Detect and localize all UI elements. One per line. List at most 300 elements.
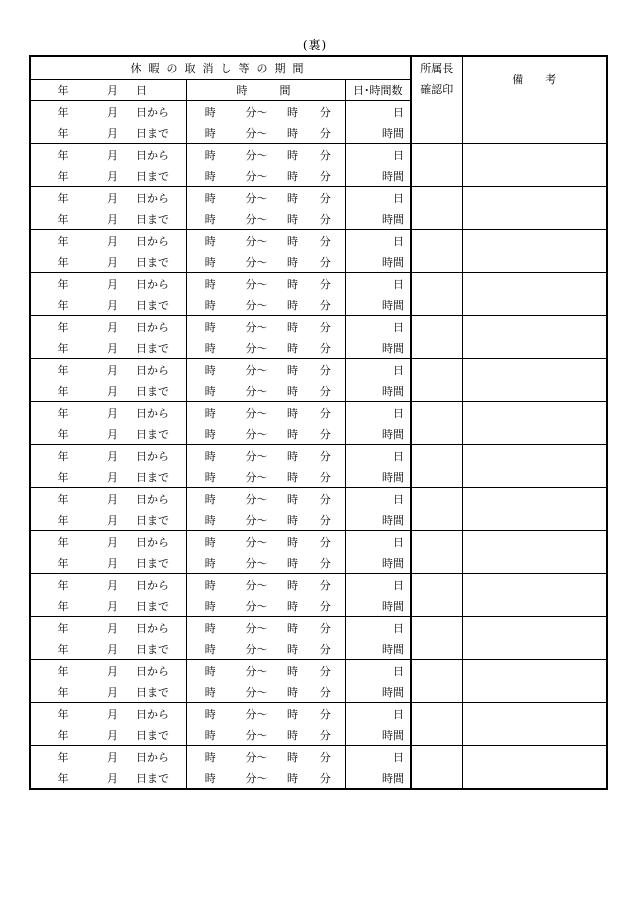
start-hour-cell: 時 — [186, 230, 234, 252]
to-day-cell: 日まで — [130, 165, 186, 187]
count-hours-cell: 時間 — [345, 638, 411, 660]
start-minute-cell: 分〜 — [234, 251, 279, 273]
end-minute-cell: 分 — [306, 552, 345, 574]
end-minute-cell: 分 — [319, 492, 331, 506]
start-minute-cell: 分〜 — [234, 337, 279, 359]
end-minute-cell: 分 — [306, 509, 345, 531]
start-minute-cell: 分〜 — [234, 552, 279, 574]
month-cell: 月 — [95, 165, 130, 187]
year-cell: 年 — [30, 638, 95, 660]
end-minute-cell: 分 — [319, 105, 331, 119]
from-day-cell: 日から — [136, 148, 169, 162]
start-minute-cell: 分〜 — [234, 208, 279, 230]
start-minute-cell: 分〜 — [245, 406, 268, 420]
count-hours-cell: 時間 — [345, 337, 411, 359]
start-hour-cell: 時 — [186, 165, 234, 187]
start-hour-cell: 時 — [186, 660, 234, 682]
col-month-header: 月 — [95, 80, 130, 101]
to-day-cell: 日まで — [130, 208, 186, 230]
count-day-cell: 日 — [345, 445, 411, 467]
month-cell: 月 — [95, 595, 130, 617]
count-day-cell: 日 — [345, 187, 411, 209]
year-cell: 年 — [30, 595, 95, 617]
year-cell: 年 — [57, 406, 69, 420]
supervisor-stamp-cell[interactable] — [411, 617, 462, 660]
start-hour-cell: 時 — [186, 101, 234, 123]
start-hour-cell: 時 — [186, 509, 234, 531]
year-cell: 年 — [30, 165, 95, 187]
start-hour-cell: 時 — [186, 380, 234, 402]
start-hour-cell: 時 — [186, 337, 234, 359]
supervisor-stamp-cell[interactable] — [411, 101, 462, 144]
end-minute-cell: 分 — [306, 165, 345, 187]
from-day-cell: 日から — [136, 449, 169, 463]
notes-cell[interactable] — [462, 101, 607, 144]
end-hour-cell: 時 — [287, 234, 298, 248]
notes-cell[interactable] — [462, 273, 607, 316]
year-cell: 年 — [30, 423, 95, 445]
count-day-cell: 日 — [345, 531, 411, 553]
from-day-cell: 日から — [136, 750, 169, 764]
end-minute-cell: 分 — [306, 767, 345, 789]
notes-header: 備 考 — [462, 56, 607, 101]
count-day-cell: 日 — [345, 144, 411, 166]
end-hour-cell: 時 — [279, 466, 306, 488]
from-day-cell: 日から — [136, 105, 169, 119]
month-cell: 月 — [107, 105, 118, 119]
period-row-from — [30, 445, 607, 467]
start-hour-cell: 時 — [186, 144, 234, 166]
end-hour-cell: 時 — [287, 664, 298, 678]
end-hour-cell: 時 — [287, 406, 298, 420]
period-row-from — [30, 660, 607, 682]
end-hour-cell: 時 — [279, 552, 306, 574]
start-minute-cell: 分〜 — [245, 664, 268, 678]
cancellation-period-table — [29, 55, 608, 790]
month-cell: 月 — [95, 122, 130, 144]
month-cell: 月 — [95, 208, 130, 230]
period-row-from — [30, 574, 607, 596]
from-day-cell: 日から — [136, 621, 169, 635]
end-hour-cell: 時 — [287, 449, 298, 463]
start-hour-cell: 時 — [186, 531, 234, 553]
year-cell: 年 — [57, 363, 69, 377]
notes-cell[interactable] — [462, 316, 607, 359]
start-hour-cell: 時 — [186, 294, 234, 316]
start-hour-cell: 時 — [186, 316, 234, 338]
end-minute-cell: 分 — [319, 664, 331, 678]
start-minute-cell: 分〜 — [245, 363, 268, 377]
from-day-cell: 日から — [136, 664, 169, 678]
month-cell: 月 — [95, 380, 130, 402]
year-cell: 年 — [30, 466, 95, 488]
count-hours-cell: 時間 — [345, 294, 411, 316]
supervisor-stamp-cell[interactable] — [411, 316, 462, 359]
count-day-cell: 日 — [345, 316, 411, 338]
supervisor-stamp-cell[interactable] — [411, 746, 462, 790]
month-cell: 月 — [107, 535, 118, 549]
start-hour-cell: 時 — [186, 445, 234, 467]
start-minute-cell: 分〜 — [245, 277, 268, 291]
period-row-from — [30, 703, 607, 725]
count-hours-cell: 時間 — [345, 251, 411, 273]
notes-cell[interactable] — [462, 703, 607, 746]
start-hour-cell: 時 — [186, 466, 234, 488]
start-minute-cell: 分〜 — [234, 638, 279, 660]
year-cell: 年 — [57, 535, 69, 549]
supervisor-stamp-cell[interactable] — [411, 230, 462, 273]
notes-cell[interactable] — [462, 187, 607, 230]
start-hour-cell: 時 — [186, 552, 234, 574]
end-hour-cell: 時 — [287, 750, 298, 764]
year-cell: 年 — [30, 509, 95, 531]
end-hour-cell: 時 — [279, 638, 306, 660]
month-cell: 月 — [95, 509, 130, 531]
month-cell: 月 — [107, 148, 118, 162]
end-minute-cell: 分 — [319, 406, 331, 420]
col-day-header: 日 — [130, 80, 186, 101]
end-minute-cell: 分 — [306, 208, 345, 230]
month-cell: 月 — [95, 638, 130, 660]
supervisor-stamp-cell[interactable] — [411, 359, 462, 402]
start-minute-cell: 分〜 — [245, 191, 268, 205]
period-row-from — [30, 402, 607, 424]
year-cell: 年 — [57, 449, 69, 463]
month-cell: 月 — [95, 423, 130, 445]
start-minute-cell: 分〜 — [245, 707, 268, 721]
start-minute-cell: 分〜 — [245, 320, 268, 334]
start-minute-cell: 分〜 — [245, 492, 268, 506]
start-minute-cell: 分〜 — [245, 449, 268, 463]
year-cell: 年 — [57, 578, 69, 592]
year-cell: 年 — [30, 380, 95, 402]
end-hour-cell: 時 — [279, 724, 306, 746]
from-day-cell: 日から — [136, 363, 169, 377]
start-minute-cell: 分〜 — [234, 466, 279, 488]
supervisor-stamp-cell[interactable] — [411, 703, 462, 746]
notes-cell[interactable] — [462, 359, 607, 402]
start-hour-cell: 時 — [186, 724, 234, 746]
year-cell: 年 — [57, 492, 69, 506]
to-day-cell: 日まで — [130, 466, 186, 488]
end-hour-cell: 時 — [287, 535, 298, 549]
start-hour-cell: 時 — [186, 359, 234, 381]
count-day-cell: 日 — [345, 660, 411, 682]
period-row-from — [30, 101, 607, 123]
end-minute-cell: 分 — [306, 294, 345, 316]
end-hour-cell: 時 — [279, 294, 306, 316]
count-day-cell: 日 — [345, 273, 411, 295]
supervisor-stamp-cell[interactable] — [411, 488, 462, 531]
notes-cell[interactable] — [462, 574, 607, 617]
supervisor-stamp-cell[interactable] — [411, 531, 462, 574]
end-hour-cell: 時 — [287, 320, 298, 334]
start-minute-cell: 分〜 — [234, 423, 279, 445]
end-hour-cell: 時 — [287, 191, 298, 205]
notes-cell[interactable] — [462, 488, 607, 531]
start-minute-cell: 分〜 — [234, 509, 279, 531]
month-cell: 月 — [107, 578, 118, 592]
start-minute-cell: 分〜 — [234, 122, 279, 144]
end-minute-cell: 分 — [319, 750, 331, 764]
period-row-from — [30, 531, 607, 553]
end-minute-cell: 分 — [319, 320, 331, 334]
start-hour-cell: 時 — [186, 638, 234, 660]
period-row-from — [30, 144, 607, 166]
start-hour-cell: 時 — [186, 251, 234, 273]
end-minute-cell: 分 — [306, 337, 345, 359]
end-minute-cell: 分 — [319, 535, 331, 549]
month-cell: 月 — [107, 707, 118, 721]
year-cell: 年 — [30, 337, 95, 359]
start-hour-cell: 時 — [186, 488, 234, 510]
year-cell: 年 — [57, 320, 69, 334]
count-hours-cell: 時間 — [345, 165, 411, 187]
notes-cell[interactable] — [462, 144, 607, 187]
count-hours-cell: 時間 — [345, 509, 411, 531]
count-day-cell: 日 — [345, 703, 411, 725]
month-cell: 月 — [95, 337, 130, 359]
notes-cell[interactable] — [462, 617, 607, 660]
to-day-cell: 日まで — [130, 724, 186, 746]
start-minute-cell: 分〜 — [234, 294, 279, 316]
end-hour-cell: 時 — [279, 165, 306, 187]
supervisor-stamp-cell[interactable] — [411, 273, 462, 316]
notes-cell[interactable] — [462, 531, 607, 574]
supervisor-stamp-cell[interactable] — [411, 660, 462, 703]
year-cell: 年 — [30, 767, 95, 789]
col-time-header: 時間 — [186, 80, 345, 101]
start-minute-cell: 分〜 — [245, 621, 268, 635]
start-minute-cell: 分〜 — [245, 535, 268, 549]
count-day-cell: 日 — [345, 488, 411, 510]
period-row-from — [30, 746, 607, 768]
period-row-from — [30, 230, 607, 252]
from-day-cell: 日から — [136, 320, 169, 334]
year-cell: 年 — [57, 105, 69, 119]
month-cell: 月 — [107, 664, 118, 678]
to-day-cell: 日まで — [130, 294, 186, 316]
end-minute-cell: 分 — [306, 724, 345, 746]
notes-cell[interactable] — [462, 660, 607, 703]
notes-cell[interactable] — [462, 230, 607, 273]
start-hour-cell: 時 — [186, 767, 234, 789]
month-cell: 月 — [107, 621, 118, 635]
supervisor-stamp-cell[interactable] — [411, 402, 462, 445]
count-hours-cell: 時間 — [345, 122, 411, 144]
count-day-cell: 日 — [345, 617, 411, 639]
to-day-cell: 日まで — [130, 552, 186, 574]
from-day-cell: 日から — [136, 406, 169, 420]
from-day-cell: 日から — [136, 707, 169, 721]
to-day-cell: 日まで — [130, 337, 186, 359]
start-minute-cell: 分〜 — [234, 165, 279, 187]
year-cell: 年 — [30, 208, 95, 230]
month-cell: 月 — [107, 363, 118, 377]
to-day-cell: 日まで — [130, 767, 186, 789]
to-day-cell: 日まで — [130, 595, 186, 617]
year-cell: 年 — [57, 277, 69, 291]
period-row-from — [30, 359, 607, 381]
year-cell: 年 — [30, 552, 95, 574]
period-header: 休暇の取消し等の期間 — [30, 56, 411, 80]
year-cell: 年 — [30, 724, 95, 746]
month-cell: 月 — [95, 724, 130, 746]
month-cell: 月 — [95, 251, 130, 273]
start-hour-cell: 時 — [186, 187, 234, 209]
year-cell: 年 — [57, 191, 69, 205]
end-minute-cell: 分 — [319, 277, 331, 291]
end-minute-cell: 分 — [306, 681, 345, 703]
end-hour-cell: 時 — [279, 251, 306, 273]
end-minute-cell: 分 — [306, 380, 345, 402]
from-day-cell: 日から — [136, 191, 169, 205]
end-hour-cell: 時 — [287, 621, 298, 635]
year-cell: 年 — [30, 294, 95, 316]
start-minute-cell: 分〜 — [234, 724, 279, 746]
count-hours-cell: 時間 — [345, 466, 411, 488]
notes-cell[interactable] — [462, 746, 607, 790]
period-row-from — [30, 488, 607, 510]
end-minute-cell: 分 — [319, 578, 331, 592]
end-minute-cell: 分 — [306, 251, 345, 273]
start-hour-cell: 時 — [186, 617, 234, 639]
confirm-header-line2: 確認印 — [420, 82, 454, 96]
year-cell: 年 — [57, 234, 69, 248]
end-minute-cell: 分 — [306, 466, 345, 488]
end-hour-cell: 時 — [287, 578, 298, 592]
month-cell: 月 — [107, 191, 118, 205]
page-title: (裏) — [302, 38, 328, 52]
end-hour-cell: 時 — [279, 595, 306, 617]
count-day-cell: 日 — [345, 230, 411, 252]
start-hour-cell: 時 — [186, 746, 234, 768]
end-hour-cell: 時 — [279, 767, 306, 789]
to-day-cell: 日まで — [130, 638, 186, 660]
month-cell: 月 — [107, 492, 118, 506]
end-hour-cell: 時 — [287, 707, 298, 721]
month-cell: 月 — [107, 277, 118, 291]
year-cell: 年 — [57, 621, 69, 635]
end-minute-cell: 分 — [319, 191, 331, 205]
month-cell: 月 — [95, 681, 130, 703]
supervisor-confirm-header — [411, 56, 462, 101]
period-row-from — [30, 187, 607, 209]
count-hours-cell: 時間 — [345, 552, 411, 574]
end-hour-cell: 時 — [279, 337, 306, 359]
end-minute-cell: 分 — [306, 423, 345, 445]
count-day-cell: 日 — [345, 101, 411, 123]
month-cell: 月 — [95, 466, 130, 488]
start-hour-cell: 時 — [186, 402, 234, 424]
year-cell: 年 — [57, 707, 69, 721]
month-cell: 月 — [107, 320, 118, 334]
confirm-header-line1: 所属長 — [420, 61, 454, 75]
count-day-cell: 日 — [345, 574, 411, 596]
end-hour-cell: 時 — [287, 105, 298, 119]
end-hour-cell: 時 — [279, 380, 306, 402]
end-hour-cell: 時 — [287, 277, 298, 291]
start-minute-cell: 分〜 — [245, 105, 268, 119]
from-day-cell: 日から — [136, 535, 169, 549]
month-cell: 月 — [95, 767, 130, 789]
count-hours-cell: 時間 — [345, 724, 411, 746]
to-day-cell: 日まで — [130, 423, 186, 445]
end-hour-cell: 時 — [279, 681, 306, 703]
count-hours-cell: 時間 — [345, 767, 411, 789]
end-hour-cell: 時 — [287, 492, 298, 506]
month-cell: 月 — [107, 750, 118, 764]
count-hours-cell: 時間 — [345, 208, 411, 230]
start-minute-cell: 分〜 — [234, 767, 279, 789]
from-day-cell: 日から — [136, 492, 169, 506]
start-hour-cell: 時 — [186, 273, 234, 295]
supervisor-stamp-cell[interactable] — [411, 445, 462, 488]
end-minute-cell: 分 — [319, 449, 331, 463]
end-minute-cell: 分 — [306, 595, 345, 617]
month-cell: 月 — [107, 449, 118, 463]
year-cell: 年 — [30, 251, 95, 273]
count-day-cell: 日 — [345, 746, 411, 768]
month-cell: 月 — [95, 552, 130, 574]
start-minute-cell: 分〜 — [234, 681, 279, 703]
end-hour-cell: 時 — [279, 509, 306, 531]
end-minute-cell: 分 — [319, 621, 331, 635]
year-cell: 年 — [57, 664, 69, 678]
supervisor-stamp-cell[interactable] — [411, 574, 462, 617]
start-hour-cell: 時 — [186, 681, 234, 703]
start-minute-cell: 分〜 — [245, 750, 268, 764]
to-day-cell: 日まで — [130, 122, 186, 144]
start-minute-cell: 分〜 — [245, 578, 268, 592]
end-minute-cell: 分 — [319, 363, 331, 377]
start-minute-cell: 分〜 — [234, 595, 279, 617]
period-row-from — [30, 617, 607, 639]
count-hours-cell: 時間 — [345, 423, 411, 445]
end-hour-cell: 時 — [287, 148, 298, 162]
end-minute-cell: 分 — [306, 638, 345, 660]
start-hour-cell: 時 — [186, 703, 234, 725]
period-row-from — [30, 316, 607, 338]
start-minute-cell: 分〜 — [245, 234, 268, 248]
start-hour-cell: 時 — [186, 122, 234, 144]
start-minute-cell: 分〜 — [234, 380, 279, 402]
end-hour-cell: 時 — [279, 122, 306, 144]
count-hours-cell: 時間 — [345, 380, 411, 402]
end-hour-cell: 時 — [287, 363, 298, 377]
supervisor-stamp-cell[interactable] — [411, 187, 462, 230]
end-minute-cell: 分 — [319, 148, 331, 162]
year-cell: 年 — [57, 148, 69, 162]
end-minute-cell: 分 — [319, 234, 331, 248]
count-day-cell: 日 — [345, 402, 411, 424]
supervisor-stamp-cell[interactable] — [411, 144, 462, 187]
notes-cell[interactable] — [462, 445, 607, 488]
end-minute-cell: 分 — [319, 707, 331, 721]
year-cell: 年 — [30, 122, 95, 144]
notes-cell[interactable] — [462, 402, 607, 445]
from-day-cell: 日から — [136, 277, 169, 291]
count-hours-cell: 時間 — [345, 681, 411, 703]
from-day-cell: 日から — [136, 578, 169, 592]
count-hours-cell: 時間 — [345, 595, 411, 617]
month-cell: 月 — [107, 406, 118, 420]
month-cell: 月 — [95, 294, 130, 316]
col-count-header: 日･時間数 — [345, 80, 411, 101]
col-year-header: 年 — [30, 80, 95, 101]
start-hour-cell: 時 — [186, 574, 234, 596]
from-day-cell: 日から — [136, 234, 169, 248]
